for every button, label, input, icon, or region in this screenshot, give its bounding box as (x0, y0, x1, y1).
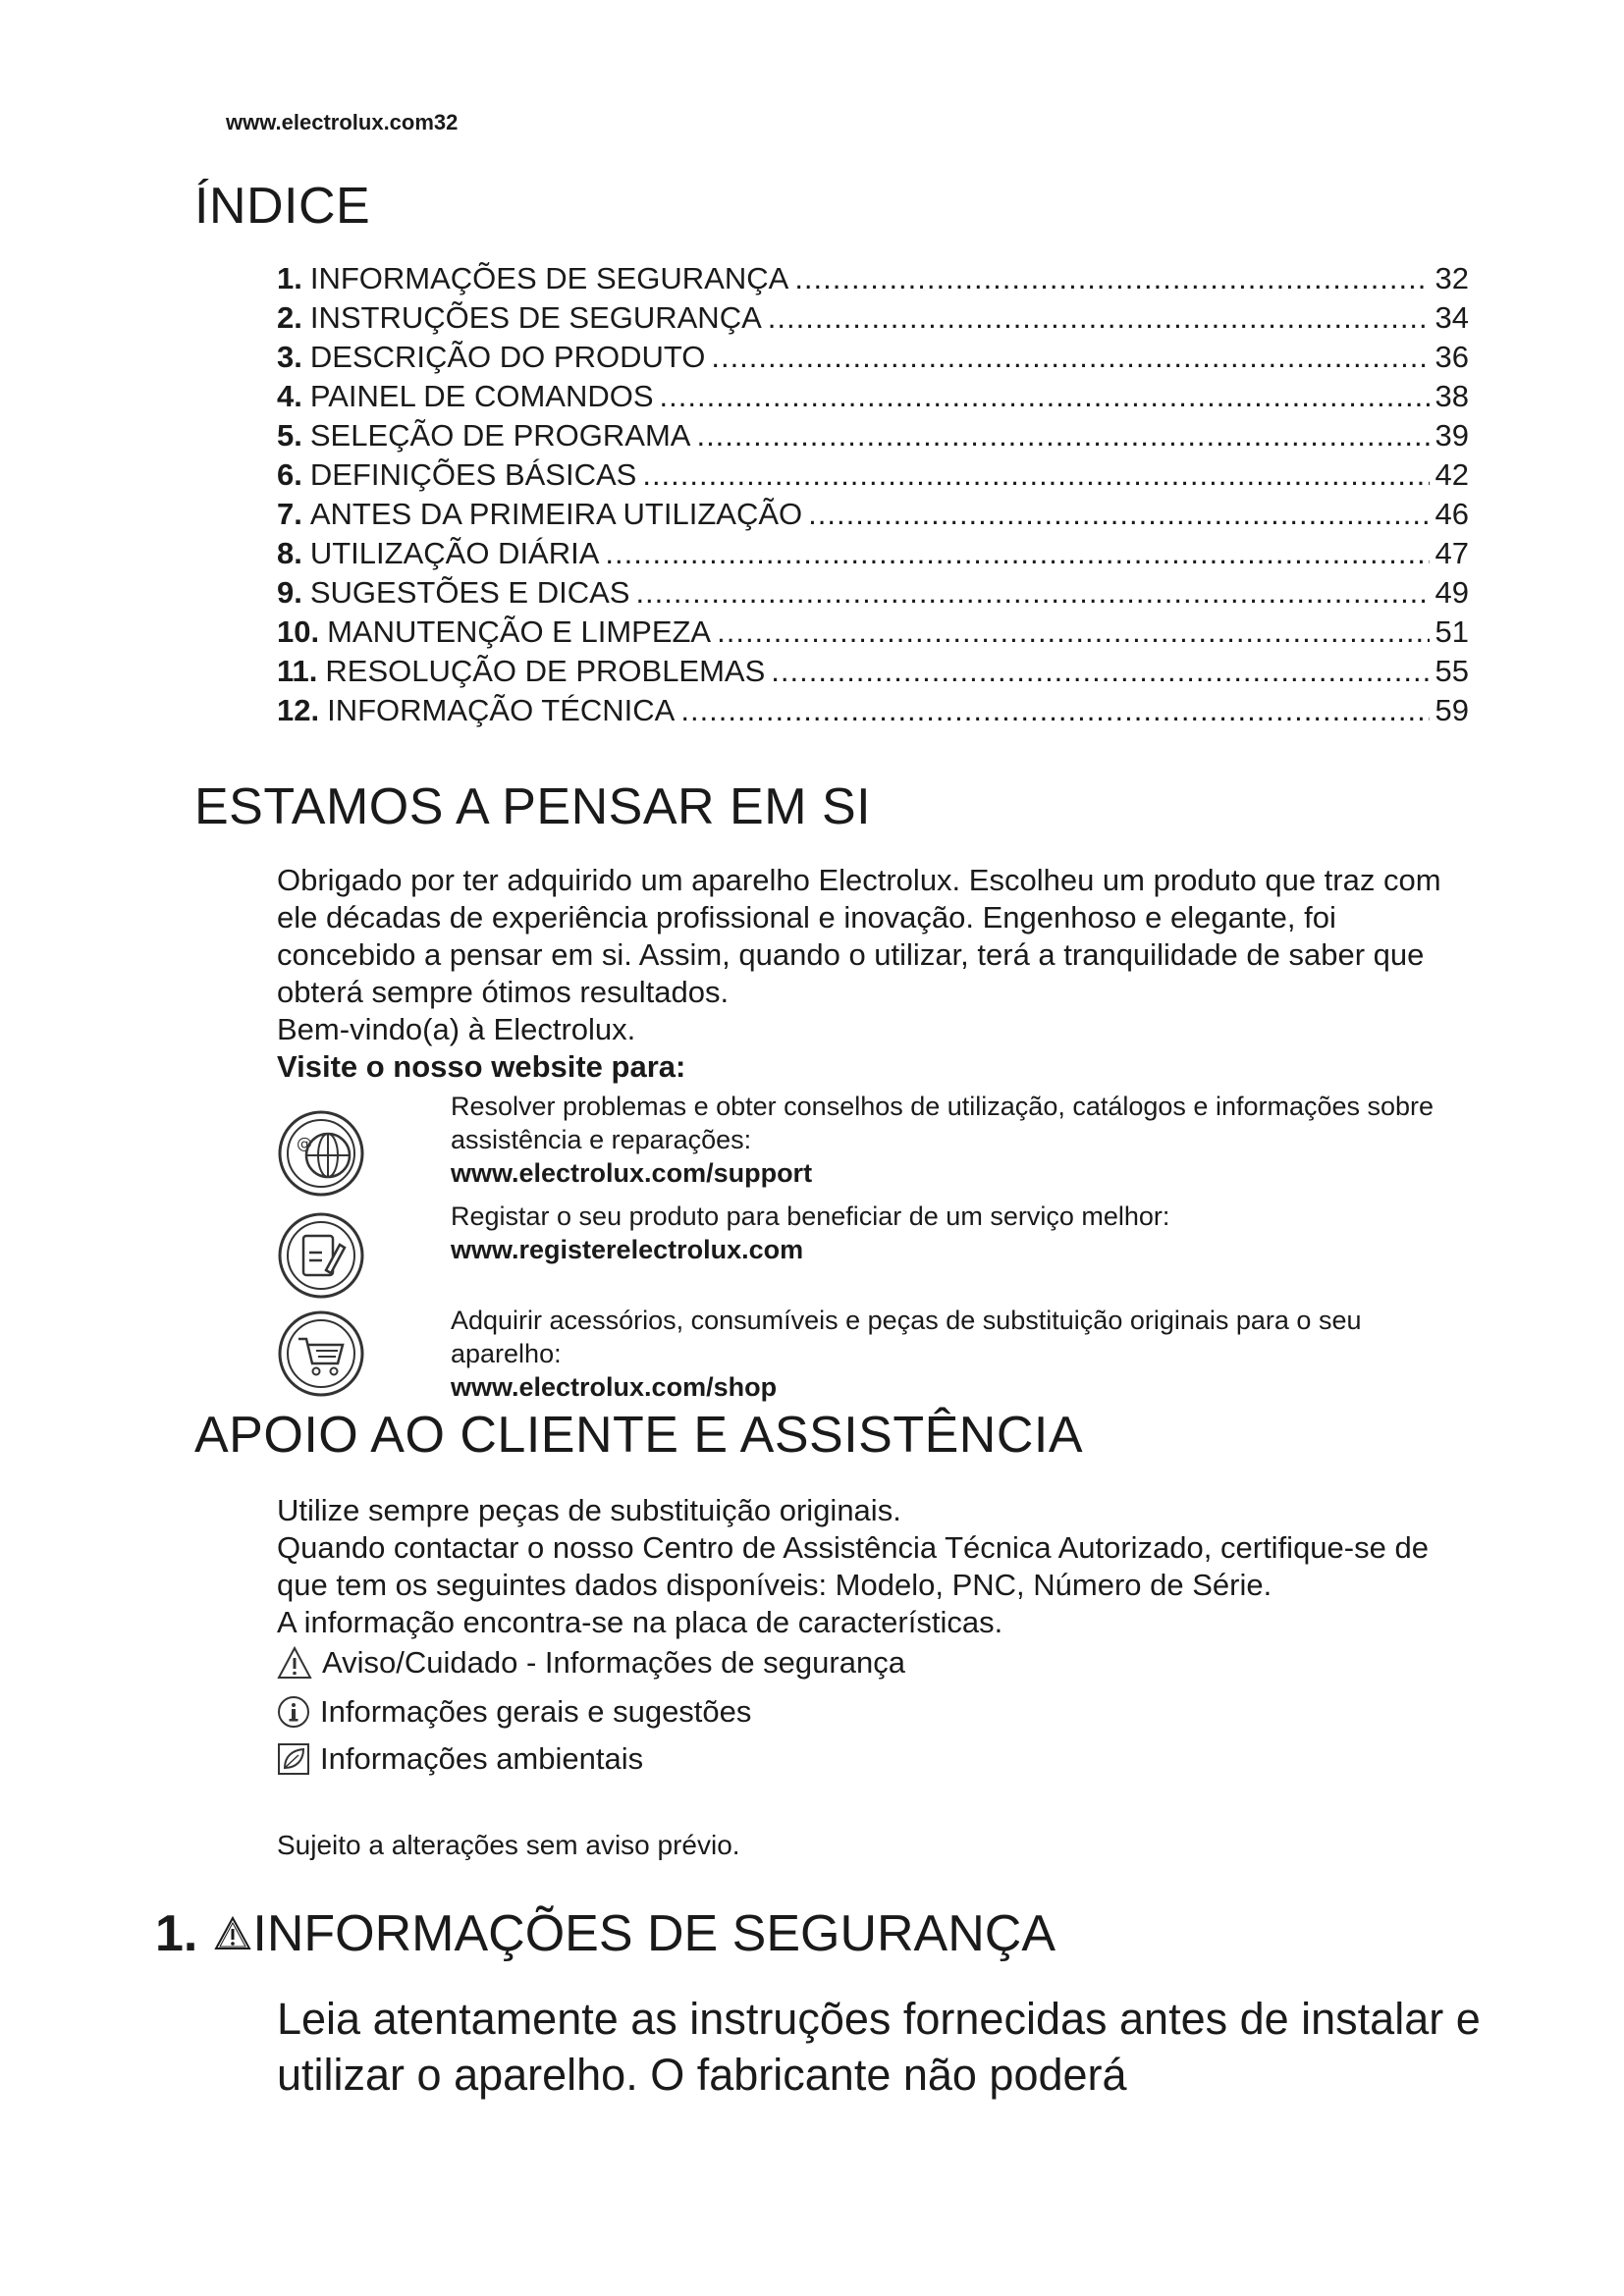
toc-item-number: 11. (277, 654, 318, 688)
toc-item-page: 38 (1435, 379, 1469, 413)
toc-leader-dots (794, 259, 1429, 298)
toc-item[interactable] (277, 613, 1469, 652)
toc-item-number: 6. (277, 457, 302, 492)
support-title: APOIO AO CLIENTE E ASSISTÊNCIA (194, 1407, 1084, 1464)
index-title: ÍNDICE (194, 178, 371, 235)
toc-item[interactable] (277, 573, 1469, 613)
legend-info (277, 1694, 751, 1730)
toc-item[interactable] (277, 416, 1469, 455)
shop-link[interactable]: www.electrolux.com/shop (451, 1372, 778, 1402)
toc-item-page: 59 (1435, 693, 1469, 727)
toc-item-page: 36 (1435, 340, 1469, 374)
registration-icon (277, 1211, 365, 1300)
legend-label: Informações ambientais (320, 1741, 644, 1776)
toc-item-title: DEFINIÇÕES BÁSICAS (309, 457, 637, 492)
toc-item[interactable] (277, 338, 1469, 377)
toc-item[interactable] (277, 298, 1469, 338)
toc-leader-dots (771, 652, 1429, 691)
toc-item[interactable] (277, 691, 1469, 730)
warning-icon (277, 1646, 312, 1680)
register-link[interactable]: www.registerelectrolux.com (451, 1235, 804, 1264)
toc-item[interactable] (277, 377, 1469, 416)
toc-item-page: 51 (1435, 614, 1469, 649)
toc-item-title: RESOLUÇÃO DE PROBLEMAS (325, 654, 766, 688)
legend-label: Aviso/Cuidado - Informações de segurança (322, 1645, 905, 1680)
legend-warning (277, 1645, 905, 1681)
toc-item-page: 32 (1435, 261, 1469, 295)
support-line: Utilize sempre peças de substituição originais. (277, 1493, 901, 1527)
legend-label: Informações gerais e sugestões (320, 1694, 752, 1729)
leaf-icon (277, 1742, 310, 1776)
support-line: Quando contactar o nosso Centro de Assistência Técnica Autorizado, certifique-se de que tem os seguintes dados disponíveis: Modelo, PNC, Número de Série. (277, 1530, 1429, 1602)
warning-icon (213, 1915, 252, 1952)
toc-item-page: 47 (1435, 536, 1469, 570)
service-text: Registar o seu produto para beneficiar de um serviço melhor: (451, 1201, 1170, 1231)
toc-item-number: 2. (277, 300, 302, 335)
toc-leader-dots (808, 495, 1429, 534)
section-1-intro: Leia atentamente as instruções fornecidas antes de instalar e utilizar o aparelho. O fabricante não poderá (277, 1994, 1481, 2100)
thinking-paragraph-block (277, 862, 1475, 1086)
toc-item-title: INFORMAÇÕES DE SEGURANÇA (309, 261, 789, 295)
toc-item-number: 1. (277, 261, 302, 295)
toc-item-page: 42 (1435, 457, 1469, 492)
toc-item-number: 10. (277, 614, 320, 649)
page-header: www.electrolux.com32 (226, 110, 459, 134)
toc-item[interactable] (277, 534, 1469, 573)
visit-line: Visite o nosso website para: (277, 1049, 686, 1084)
section-1-title (155, 1904, 1056, 1963)
toc-item[interactable] (277, 495, 1469, 534)
welcome-line: Bem-vindo(a) à Electrolux. (277, 1012, 636, 1046)
toc-item-title: SELEÇÃO DE PROGRAMA (309, 418, 691, 453)
toc-leader-dots (642, 455, 1429, 495)
toc-item-title: INSTRUÇÕES DE SEGURANÇA (309, 300, 762, 335)
info-icon (277, 1695, 310, 1729)
toc-item-title: INFORMAÇÃO TÉCNICA (327, 693, 676, 727)
shopping-cart-icon (277, 1309, 365, 1398)
thinking-paragraph: Obrigado por ter adquirido um aparelho Electrolux. Escolheu um produto que traz com ele décadas de experiência profissional e inovação. Engenhoso e elegante, foi concebido a pensar em si. Assim, quando o utilizar, terá a tranquilidade de saber que obterá sempre ótimos resultados. (277, 863, 1441, 1009)
toc-item-title: ANTES DA PRIMEIRA UTILIZAÇÃO (309, 497, 803, 531)
toc-item-number: 12. (277, 693, 320, 727)
toc-leader-dots (660, 377, 1430, 416)
toc-leader-dots (680, 691, 1429, 730)
support-paragraph-block (277, 1492, 1475, 1641)
toc-item[interactable] (277, 455, 1469, 495)
toc-leader-dots (711, 338, 1429, 377)
toc-leader-dots (717, 613, 1429, 652)
toc-item-title: PAINEL DE COMANDOS (309, 379, 654, 413)
notice-text: Sujeito a alterações sem aviso prévio. (277, 1830, 740, 1860)
toc-item-number: 7. (277, 497, 302, 531)
toc-leader-dots (605, 534, 1429, 573)
toc-item-page: 46 (1435, 497, 1469, 531)
toc-item-page: 39 (1435, 418, 1469, 453)
toc-item-title: DESCRIÇÃO DO PRODUTO (309, 340, 706, 374)
toc-item-title: SUGESTÕES E DICAS (309, 575, 630, 610)
toc-item-title: MANUTENÇÃO E LIMPEZA (327, 614, 712, 649)
toc-item[interactable] (277, 652, 1469, 691)
support-line: A informação encontra-se na placa de características. (277, 1605, 1003, 1639)
table-of-contents (277, 259, 1469, 730)
toc-item-number: 3. (277, 340, 302, 374)
globe-icon (277, 1109, 365, 1198)
toc-item-number: 9. (277, 575, 302, 610)
toc-item-page: 34 (1435, 300, 1469, 335)
thinking-title: ESTAMOS A PENSAR EM SI (194, 778, 872, 835)
toc-leader-dots (768, 298, 1430, 338)
toc-item-number: 5. (277, 418, 302, 453)
section-number: 1. (155, 1905, 198, 1962)
toc-leader-dots (696, 416, 1429, 455)
service-text: Resolver problemas e obter conselhos de utilização, catálogos e informações sobre assistência e reparações: (451, 1092, 1435, 1154)
service-text: Adquirir acessórios, consumíveis e peças de substituição originais para o seu aparelho: (451, 1306, 1362, 1368)
section-title-text: INFORMAÇÕES DE SEGURANÇA (252, 1905, 1056, 1962)
legend-environment (277, 1741, 643, 1777)
toc-item-number: 8. (277, 536, 302, 570)
toc-leader-dots (635, 573, 1429, 613)
toc-item-page: 55 (1435, 654, 1469, 688)
svg-text:@: @ (297, 1134, 312, 1152)
toc-item-page: 49 (1435, 575, 1469, 610)
toc-item-title: UTILIZAÇÃO DIÁRIA (309, 536, 600, 570)
support-link[interactable]: www.electrolux.com/support (451, 1158, 813, 1188)
toc-item-number: 4. (277, 379, 302, 413)
toc-item[interactable] (277, 259, 1469, 298)
